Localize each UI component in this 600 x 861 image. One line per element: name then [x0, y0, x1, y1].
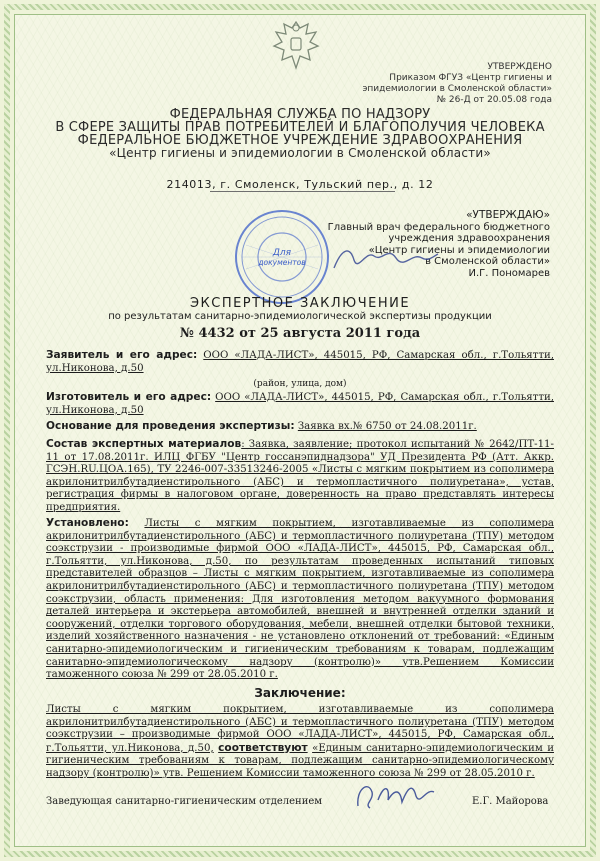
approved-block: [302, 62, 552, 106]
manufacturer-label: Изготовитель и его адрес:: [46, 391, 212, 403]
basis-section: [46, 420, 554, 434]
materials-label: Состав экспертных материалов: [46, 438, 242, 450]
conclusion-verdict: соответствуют: [218, 741, 308, 754]
applicant-label: Заявитель и его адрес:: [46, 349, 198, 361]
conclusion-text: Листы с мягким покрытием, изготавливаемые из сополимера акрилонитрилбутадиенстирольного (АБС) и термопластичного полиуретана (ТПУ) методом соэкструзии – производимые фирмой ООО «ЛАДА-ЛИСТ», 445015, РФ, Самарская обл., г.Тольятти, ул.Никонова, д.50,: [46, 704, 554, 754]
agency-line: ФЕДЕРАЛЬНОЕ БЮДЖЕТНОЕ УЧРЕЖДЕНИЕ ЗДРАВООХРАНЕНИЯ: [77, 133, 523, 148]
established-section: [46, 517, 554, 682]
conclusion-text: «Единым санитарно-эпидемиологическим и гигиеническим требованиям к товарам, подлежащим санитарно-эпидемиологическому надзору (контролю)» утв. Решением Комиссии таможенного союза № 299 от 28.05.2010 г.: [46, 742, 554, 779]
materials-value: : Заявка, заявление; протокол испытаний № 2642/ПТ-11-11 от 17.08.2011г. ИЛЦ ФГБУ "Центр госсанэпиднадзора" УД Президента РФ (Атт. Аккр. ГСЭН.RU.ЦОА.165), ТУ 2246-007-33513246-2005 «Листы с мягким покрытием из сополимера акрилонитрилбутадиенстирольного (АБС) и термопластичного полиуретана», устав, регистрация фирмы в налоговом органе, доверенность на право представлять интересы предприятия.: [46, 439, 554, 513]
agency-header: [40, 108, 560, 160]
round-stamp: [232, 207, 332, 307]
manufacturer-section: [46, 391, 554, 417]
manufacturer-value: ООО «ЛАДА-ЛИСТ», 445015, РФ, Самарская обл., г.Тольятти, ул.Никонова, д.50: [46, 392, 554, 416]
confirm-signer: И.Г. Пономарев: [468, 267, 550, 279]
confirm-line: Главный врач федерального бюджетного: [327, 221, 550, 233]
conclusion-section: [46, 704, 554, 781]
approved-line: № 26-Д от 20.05.08 года: [436, 95, 552, 105]
established-value: Листы с мягким покрытием, изготавливаемые из сополимера акрилонитрилбутадиенстирольного (АБС) и термопластичного полиуретана (ТПУ) методом соэкструзии - производимые фирмой ООО «ЛАДА-ЛИСТ», 445015, РФ, Самарская обл., г.Тольятти, ул.Никонова, д.50, по результатам проведенных испытаний типовых представителей образцов – Листы с мягким покрытием, изготавливаемые из сополимера акрилонитрилбутадиенстирольного (АБС) и термопластичного полиуретана (ТПУ) методом соэкструзии, область применения: Для изготовления методом вакуумного формования деталей интерьера и экстерьера автомобилей, внешней и внутренней отделки зданий и сооружений, отделки торгового оборудования, мебели, внешней отделки бытовой техники, изделий хозяйственного назначения - не установлено отклонений от требований: «Единым санитарно-эпидемиологическим и гигиеническим требованиям к товарам, подлежащим санитарно-эпидемиологическому надзору (контролю)» утв.Решением Комиссии таможенного союза № 299 от 28.05.2010 г.: [46, 518, 554, 681]
approved-header: УТВЕРЖДЕНО: [487, 62, 552, 72]
established-label: Установлено:: [46, 517, 129, 529]
footer-position: Заведующая санитарно-гигиеническим отделением: [46, 796, 323, 807]
approved-line: Приказом ФГУЗ «Центр гигиены и: [389, 73, 552, 83]
applicant-section: [46, 349, 554, 375]
agency-line: В СФЕРЕ ЗАЩИТЫ ПРАВ ПОТРЕБИТЕЛЕЙ И БЛАГОПОЛУЧИЯ ЧЕЛОВЕКА: [55, 120, 545, 135]
applicant-value: ООО «ЛАДА-ЛИСТ», 445015, РФ, Самарская обл., г.Тольятти, ул.Никонова, д.50: [46, 350, 554, 374]
divider: [210, 191, 395, 192]
footer-name: Е.Г. Майорова: [472, 796, 549, 807]
materials-section: [46, 438, 554, 515]
conclusion-heading: Заключение:: [254, 686, 346, 700]
head-signature: [350, 770, 440, 820]
basis-label: Основание для проведения экспертизы:: [46, 420, 295, 432]
confirm-line: учреждения здравоохранения: [388, 233, 550, 244]
confirm-header: «УТВЕРЖДАЮ»: [466, 209, 550, 221]
approved-line: эпидемиологии в Смоленской области»: [362, 84, 552, 94]
page-subtitle: по результатам санитарно-эпидемиологической экспертизы продукции: [108, 311, 492, 322]
confirm-line: в Смоленской области»: [425, 256, 550, 267]
document-number: № 4432 от 25 августа 2011 года: [179, 326, 421, 341]
agency-line: «Центр гигиены и эпидемиологии в Смоленской области»: [109, 146, 491, 160]
agency-line: ФЕДЕРАЛЬНАЯ СЛУЖБА ПО НАДЗОРУ: [169, 107, 431, 122]
director-signature: [330, 238, 440, 278]
address-caption: (район, улица, дом): [253, 379, 347, 389]
page-title: ЭКСПЕРТНОЕ ЗАКЛЮЧЕНИЕ: [189, 296, 411, 311]
stamp-text: Для: [272, 248, 292, 258]
agency-address: 214013, г. Смоленск, Тульский пер., д. 12: [166, 178, 434, 191]
confirm-line: «Центр гигиены и эпидемиологии: [368, 244, 550, 256]
stamp-text: документов: [258, 258, 306, 267]
basis-value: Заявка вх.№ 6750 от 24.08.2011г.: [297, 421, 477, 432]
